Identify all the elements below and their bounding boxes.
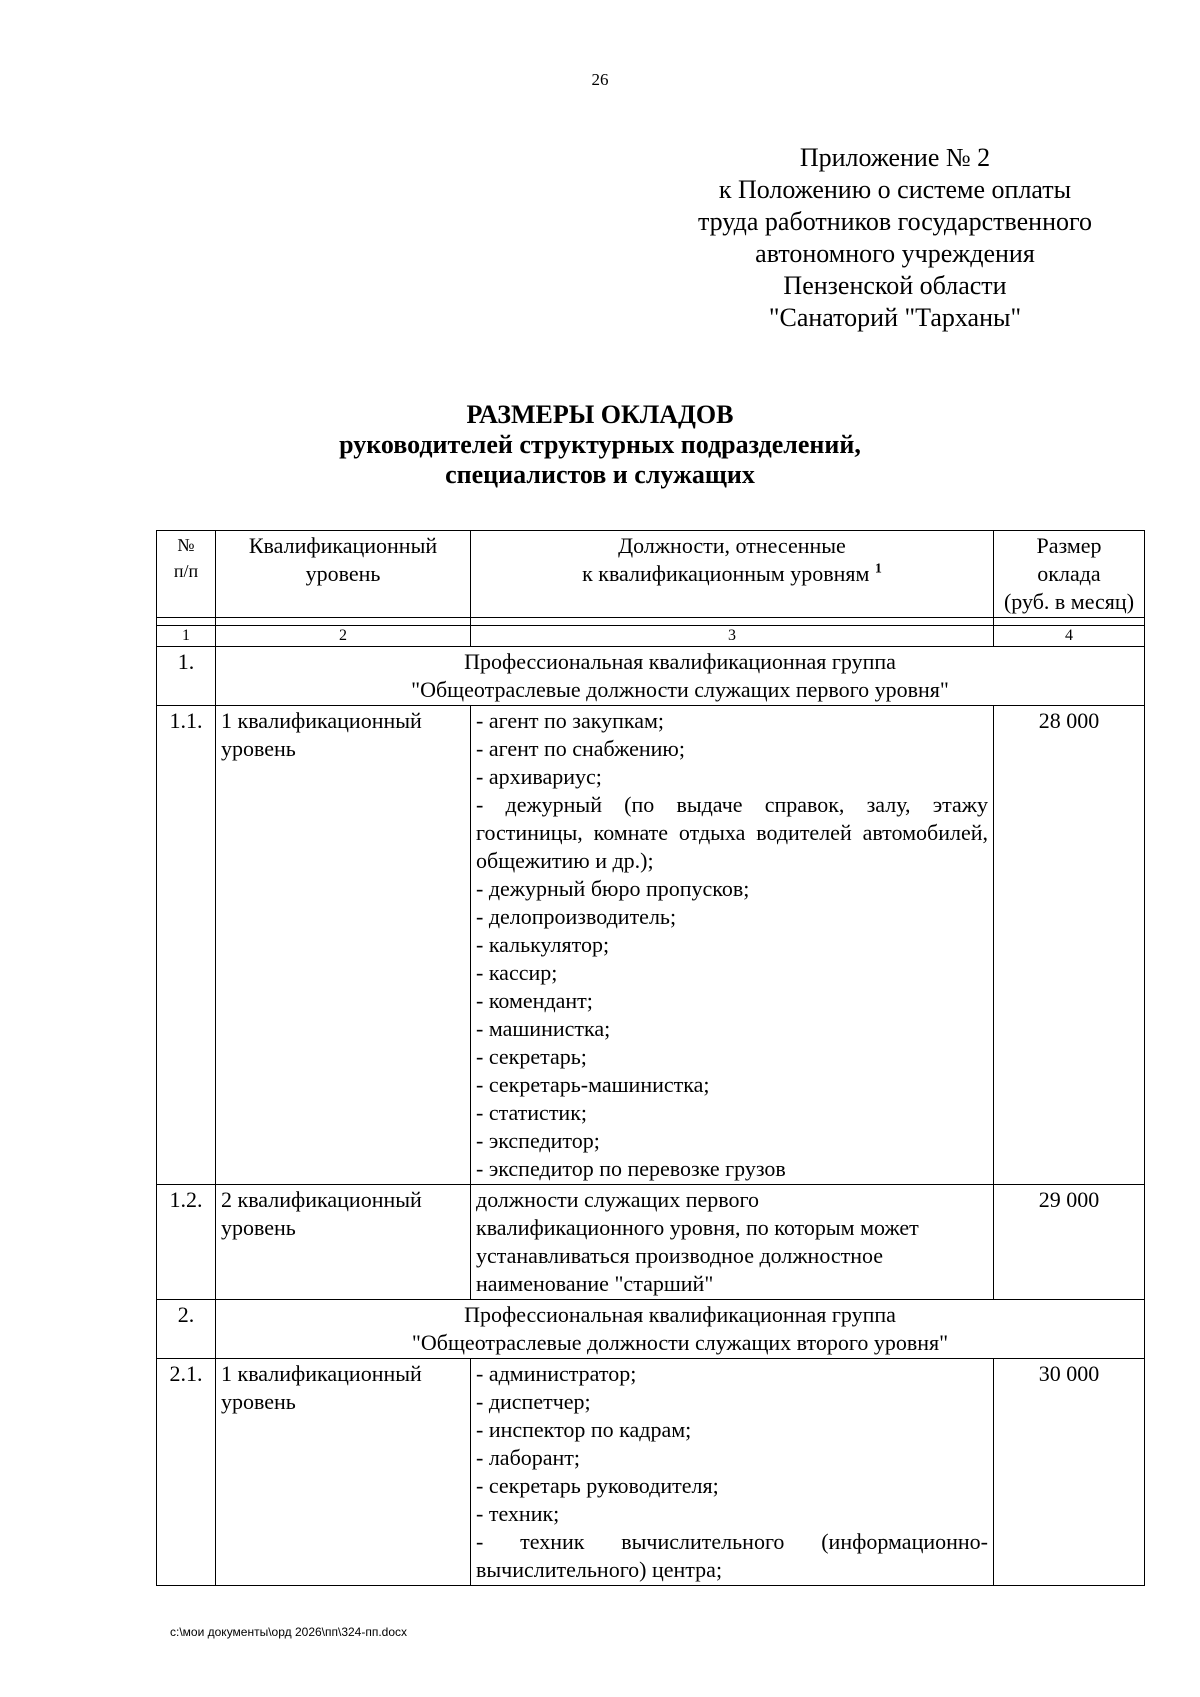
appendix-line: "Санаторий "Тарханы" [768,303,1022,332]
row-num: 2.1. [157,1359,216,1586]
group-row [157,1300,1145,1359]
index-cell: 4 [994,626,1145,647]
list-item: - агент по закупкам; [476,708,665,733]
spacer-row [157,618,1145,626]
list-item: - лаборант; [476,1445,581,1470]
list-item: - дежурный (по выдаче справок, залу, этажу гостиницы, комнате отдыха водителей автомобилей, общежитию и др.); [476,792,988,873]
index-cell: 3 [471,626,994,647]
index-cell: 2 [216,626,471,647]
appendix-line: труда работников государственного [697,207,1093,236]
header-num: № п/п [157,531,216,618]
list-item: - диспетчер; [476,1389,591,1414]
list-item: - инспектор по кадрам; [476,1417,692,1442]
header-level: Квалификационный уровень [216,531,471,618]
salary-table [156,530,1145,1586]
header-salary: Размер оклада (руб. в месяц) [994,531,1145,618]
appendix-heading [660,142,1130,334]
footer-file-path: c:\мои документы\орд 2026\пп\324-пп.docx [170,1625,408,1639]
appendix-line: к Положению о системе оплаты [718,175,1072,204]
list-item: - агент по снабжению; [476,736,685,761]
list-item: - администратор; [476,1361,637,1386]
row-salary: 28 000 [994,706,1145,1185]
group-row [157,647,1145,706]
group-title: Профессиональная квалификационная группа "Общеотраслевые должности служащих первого уровня" [216,647,1145,706]
footnote-marker: 1 [874,561,882,577]
index-cell: 1 [157,626,216,647]
list-item: - статистик; [476,1100,588,1125]
table-row [157,1185,1145,1300]
group-title: Профессиональная квалификационная группа "Общеотраслевые должности служащих второго уровня" [216,1300,1145,1359]
list-item: - секретарь руководителя; [476,1473,719,1498]
row-salary: 30 000 [994,1359,1145,1586]
list-item: - техник вычислительного (информационно-вычислительного) центра; [476,1529,988,1582]
list-item: - экспедитор по перевозке грузов [476,1156,786,1181]
list-item: - делопроизводитель; [476,904,677,929]
document-title [0,400,1200,490]
list-item: - экспедитор; [476,1128,600,1153]
row-level: 1 квалификационный уровень [216,706,471,1185]
list-item: - комендант; [476,988,593,1013]
list-item: - секретарь; [476,1044,587,1069]
list-item: - машинистка; [476,1016,611,1041]
table-header-row [157,531,1145,618]
row-level: 2 квалификационный уровень [216,1185,471,1300]
row-positions [471,706,994,1185]
list-item: - калькулятор; [476,932,610,957]
list-item: - кассир; [476,960,558,985]
table-row [157,706,1145,1185]
group-num: 1. [157,647,216,706]
row-salary: 29 000 [994,1185,1145,1300]
title-line-2: руководителей структурных подразделений, [339,430,861,459]
title-line-1: РАЗМЕРЫ ОКЛАДОВ [466,400,734,429]
list-item: - техник; [476,1501,560,1526]
row-positions: должности служащих первого квалификационного уровня, по которым может устанавливаться производное должностное наименование "старший" [471,1185,994,1300]
header-positions: Должности, отнесенные к квалификационным уровням $^1$ [471,531,994,618]
row-num: 1.1. [157,706,216,1185]
row-positions [471,1359,994,1586]
title-line-3: специалистов и служащих [445,460,755,489]
column-index-row [157,626,1145,647]
appendix-line: автономного учреждения [755,239,1035,268]
appendix-line: Приложение № 2 [799,143,991,172]
page-number: 26 [591,70,609,89]
appendix-line: Пензенской области [783,271,1007,300]
row-num: 1.2. [157,1185,216,1300]
list-item: - дежурный бюро пропусков; [476,876,750,901]
table-row [157,1359,1145,1586]
list-item: - секретарь-машинистка; [476,1072,710,1097]
group-num: 2. [157,1300,216,1359]
list-item: - архивариус; [476,764,602,789]
row-level: 1 квалификационный уровень [216,1359,471,1586]
